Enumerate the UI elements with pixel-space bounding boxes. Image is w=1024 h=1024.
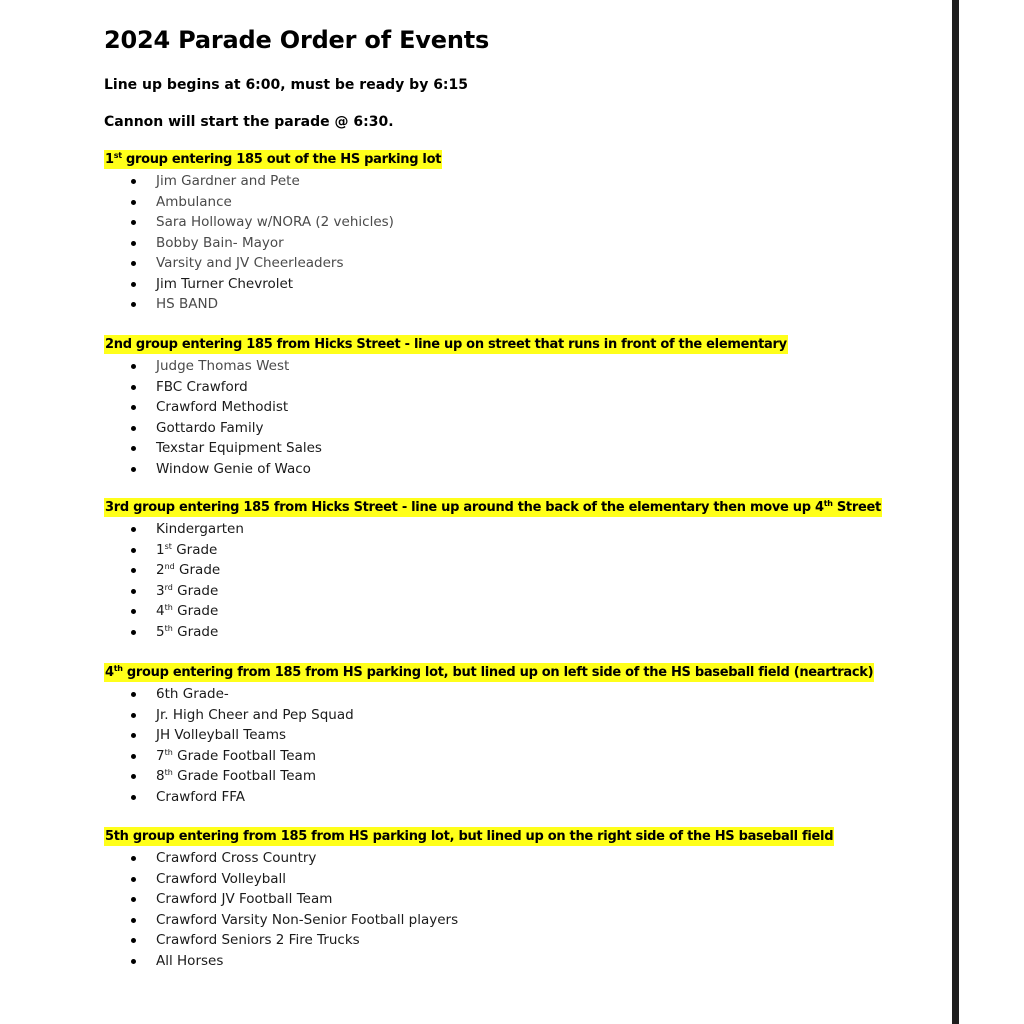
list-item-text: Jim Turner Chevrolet xyxy=(156,275,294,292)
list-item xyxy=(104,397,788,418)
list-item xyxy=(104,294,442,315)
list-item xyxy=(104,377,788,398)
bullet-icon xyxy=(131,179,136,184)
list-item xyxy=(104,438,788,459)
bullet-icon xyxy=(131,527,136,532)
bullet-icon xyxy=(131,897,136,902)
bullet-icon xyxy=(131,589,136,594)
list-item-ordinal-suffix: st xyxy=(164,541,172,551)
bullet-icon xyxy=(131,446,136,451)
list-item xyxy=(104,253,442,274)
list-item-text: Crawford Methodist xyxy=(156,399,289,415)
list-item-text: Crawford Volleyball xyxy=(156,870,287,887)
list-item-number: 5 xyxy=(156,623,165,640)
bullet-icon xyxy=(131,467,136,472)
list-item xyxy=(104,601,882,622)
list-item-text: Judge Thomas West xyxy=(156,358,290,374)
list-item-text: JH Volleyball Teams xyxy=(156,727,287,743)
page-title: 2024 Parade Order of Events xyxy=(104,26,490,54)
list-item-ordinal-suffix: th xyxy=(164,768,173,777)
bullet-icon xyxy=(131,548,136,553)
list-item-ordinal-suffix: th xyxy=(164,603,173,612)
list-item-text: Sara Holloway w/NORA (2 vehicles) xyxy=(156,214,394,230)
bullet-icon xyxy=(131,918,136,923)
group-2-section xyxy=(104,333,788,479)
list-item xyxy=(104,171,442,192)
list-item-number: 4 xyxy=(156,603,165,619)
group-1-heading: 1st group entering 185 out of the HS parking lot xyxy=(105,151,442,167)
list-item-text: Jim Gardner and Pete xyxy=(156,173,300,189)
list-item-ordinal-suffix: th xyxy=(164,623,173,633)
list-item xyxy=(104,418,788,439)
group-3-section xyxy=(104,496,882,642)
list-item-text: Grade xyxy=(172,623,219,640)
list-item-text: Varsity and JV Cheerleaders xyxy=(156,255,344,271)
bullet-icon xyxy=(131,754,136,759)
bullet-icon xyxy=(131,405,136,410)
list-item xyxy=(104,787,874,808)
list-item xyxy=(104,356,788,377)
list-item-number: 7 xyxy=(156,747,165,764)
list-item-text: Grade Football Team xyxy=(172,747,316,764)
group-1-list xyxy=(104,171,442,315)
list-item xyxy=(104,622,882,643)
list-item xyxy=(104,725,874,746)
bullet-icon xyxy=(131,609,136,614)
group-5-heading: 5th group entering from 185 from HS parking lot, but lined up on the right side of the HS baseball field xyxy=(105,829,834,844)
group-2-list xyxy=(104,356,788,479)
bullet-icon xyxy=(131,856,136,861)
bullet-icon xyxy=(131,282,136,287)
group-4-heading: 4th group entering from 185 from HS parking lot, but lined up on left side of the HS baseball field (neartrack) xyxy=(105,664,874,680)
list-item-text: Grade Football Team xyxy=(172,768,316,784)
bullet-icon xyxy=(131,302,136,307)
list-item-ordinal-suffix: th xyxy=(164,747,173,757)
list-item-number: 8 xyxy=(156,768,165,784)
list-item-ordinal-suffix: nd xyxy=(164,562,175,571)
bullet-icon xyxy=(131,261,136,266)
list-item xyxy=(104,560,882,581)
list-item xyxy=(104,540,882,561)
list-item xyxy=(104,459,788,480)
list-item-text: All Horses xyxy=(156,952,224,969)
list-item-text: Crawford Varsity Non-Senior Football players xyxy=(156,911,459,928)
bullet-icon xyxy=(131,774,136,779)
list-item xyxy=(104,848,834,869)
list-item-number: 1 xyxy=(156,541,165,558)
list-item xyxy=(104,581,882,602)
list-item-number: 3 xyxy=(156,582,165,599)
group-2-heading: 2nd group entering 185 from Hicks Street - line up on street that runs in front of the elementary xyxy=(105,337,787,352)
list-item xyxy=(104,889,834,910)
bullet-icon xyxy=(131,938,136,943)
list-item-text: Kindergarten xyxy=(156,521,244,537)
group-1-section xyxy=(104,148,442,315)
bullet-icon xyxy=(131,795,136,800)
list-item-text: Grade xyxy=(172,582,219,599)
list-item-text: 6th Grade- xyxy=(156,686,229,702)
list-item xyxy=(104,684,874,705)
list-item-text: Gottardo Family xyxy=(156,419,264,436)
list-item-text: FBC Crawford xyxy=(156,378,248,395)
list-item xyxy=(104,274,442,295)
list-item-text: Ambulance xyxy=(156,193,232,210)
list-item-text: Grade xyxy=(172,603,219,619)
list-item-text: Grade xyxy=(174,562,221,578)
page-edge-divider xyxy=(952,0,959,1024)
bullet-icon xyxy=(131,385,136,390)
bullet-icon xyxy=(131,220,136,225)
bullet-icon xyxy=(131,364,136,369)
bullet-icon xyxy=(131,877,136,882)
list-item-text: Crawford JV Football Team xyxy=(156,891,333,907)
bullet-icon xyxy=(131,426,136,431)
group-3-list xyxy=(104,519,882,642)
group-3-heading: 3rd group entering 185 from Hicks Street - line up around the back of the elementary then move up 4th Street xyxy=(105,499,881,515)
list-item xyxy=(104,705,874,726)
cannon-start-note: Cannon will start the parade @ 6:30. xyxy=(104,114,394,130)
group-5-list xyxy=(104,848,834,971)
list-item-number: 2 xyxy=(156,562,165,578)
group-5-section xyxy=(104,825,834,971)
list-item xyxy=(104,192,442,213)
bullet-icon xyxy=(131,733,136,738)
list-item-text: Bobby Bain- Mayor xyxy=(156,234,284,251)
list-item xyxy=(104,910,834,931)
list-item xyxy=(104,930,834,951)
list-item-ordinal-suffix: rd xyxy=(164,582,173,592)
list-item xyxy=(104,212,442,233)
bullet-icon xyxy=(131,692,136,697)
bullet-icon xyxy=(131,959,136,964)
list-item xyxy=(104,766,874,787)
bullet-icon xyxy=(131,630,136,635)
lineup-time-note: Line up begins at 6:00, must be ready by 6:15 xyxy=(104,77,469,93)
list-item-text: Crawford FFA xyxy=(156,788,246,805)
list-item xyxy=(104,869,834,890)
list-item-text: Crawford Cross Country xyxy=(156,850,317,866)
list-item-text: Texstar Equipment Sales xyxy=(156,440,322,456)
bullet-icon xyxy=(131,200,136,205)
group-4-section xyxy=(104,661,874,807)
bullet-icon xyxy=(131,241,136,246)
list-item-text: Grade xyxy=(171,541,218,558)
list-item-text: Crawford Seniors 2 Fire Trucks xyxy=(156,932,360,948)
list-item-text: Jr. High Cheer and Pep Squad xyxy=(156,706,354,723)
list-item xyxy=(104,519,882,540)
list-item-text: HS BAND xyxy=(156,296,219,312)
list-item xyxy=(104,233,442,254)
list-item-text: Window Genie of Waco xyxy=(156,460,311,477)
bullet-icon xyxy=(131,568,136,573)
list-item xyxy=(104,951,834,972)
bullet-icon xyxy=(131,713,136,718)
list-item xyxy=(104,746,874,767)
group-4-list xyxy=(104,684,874,807)
